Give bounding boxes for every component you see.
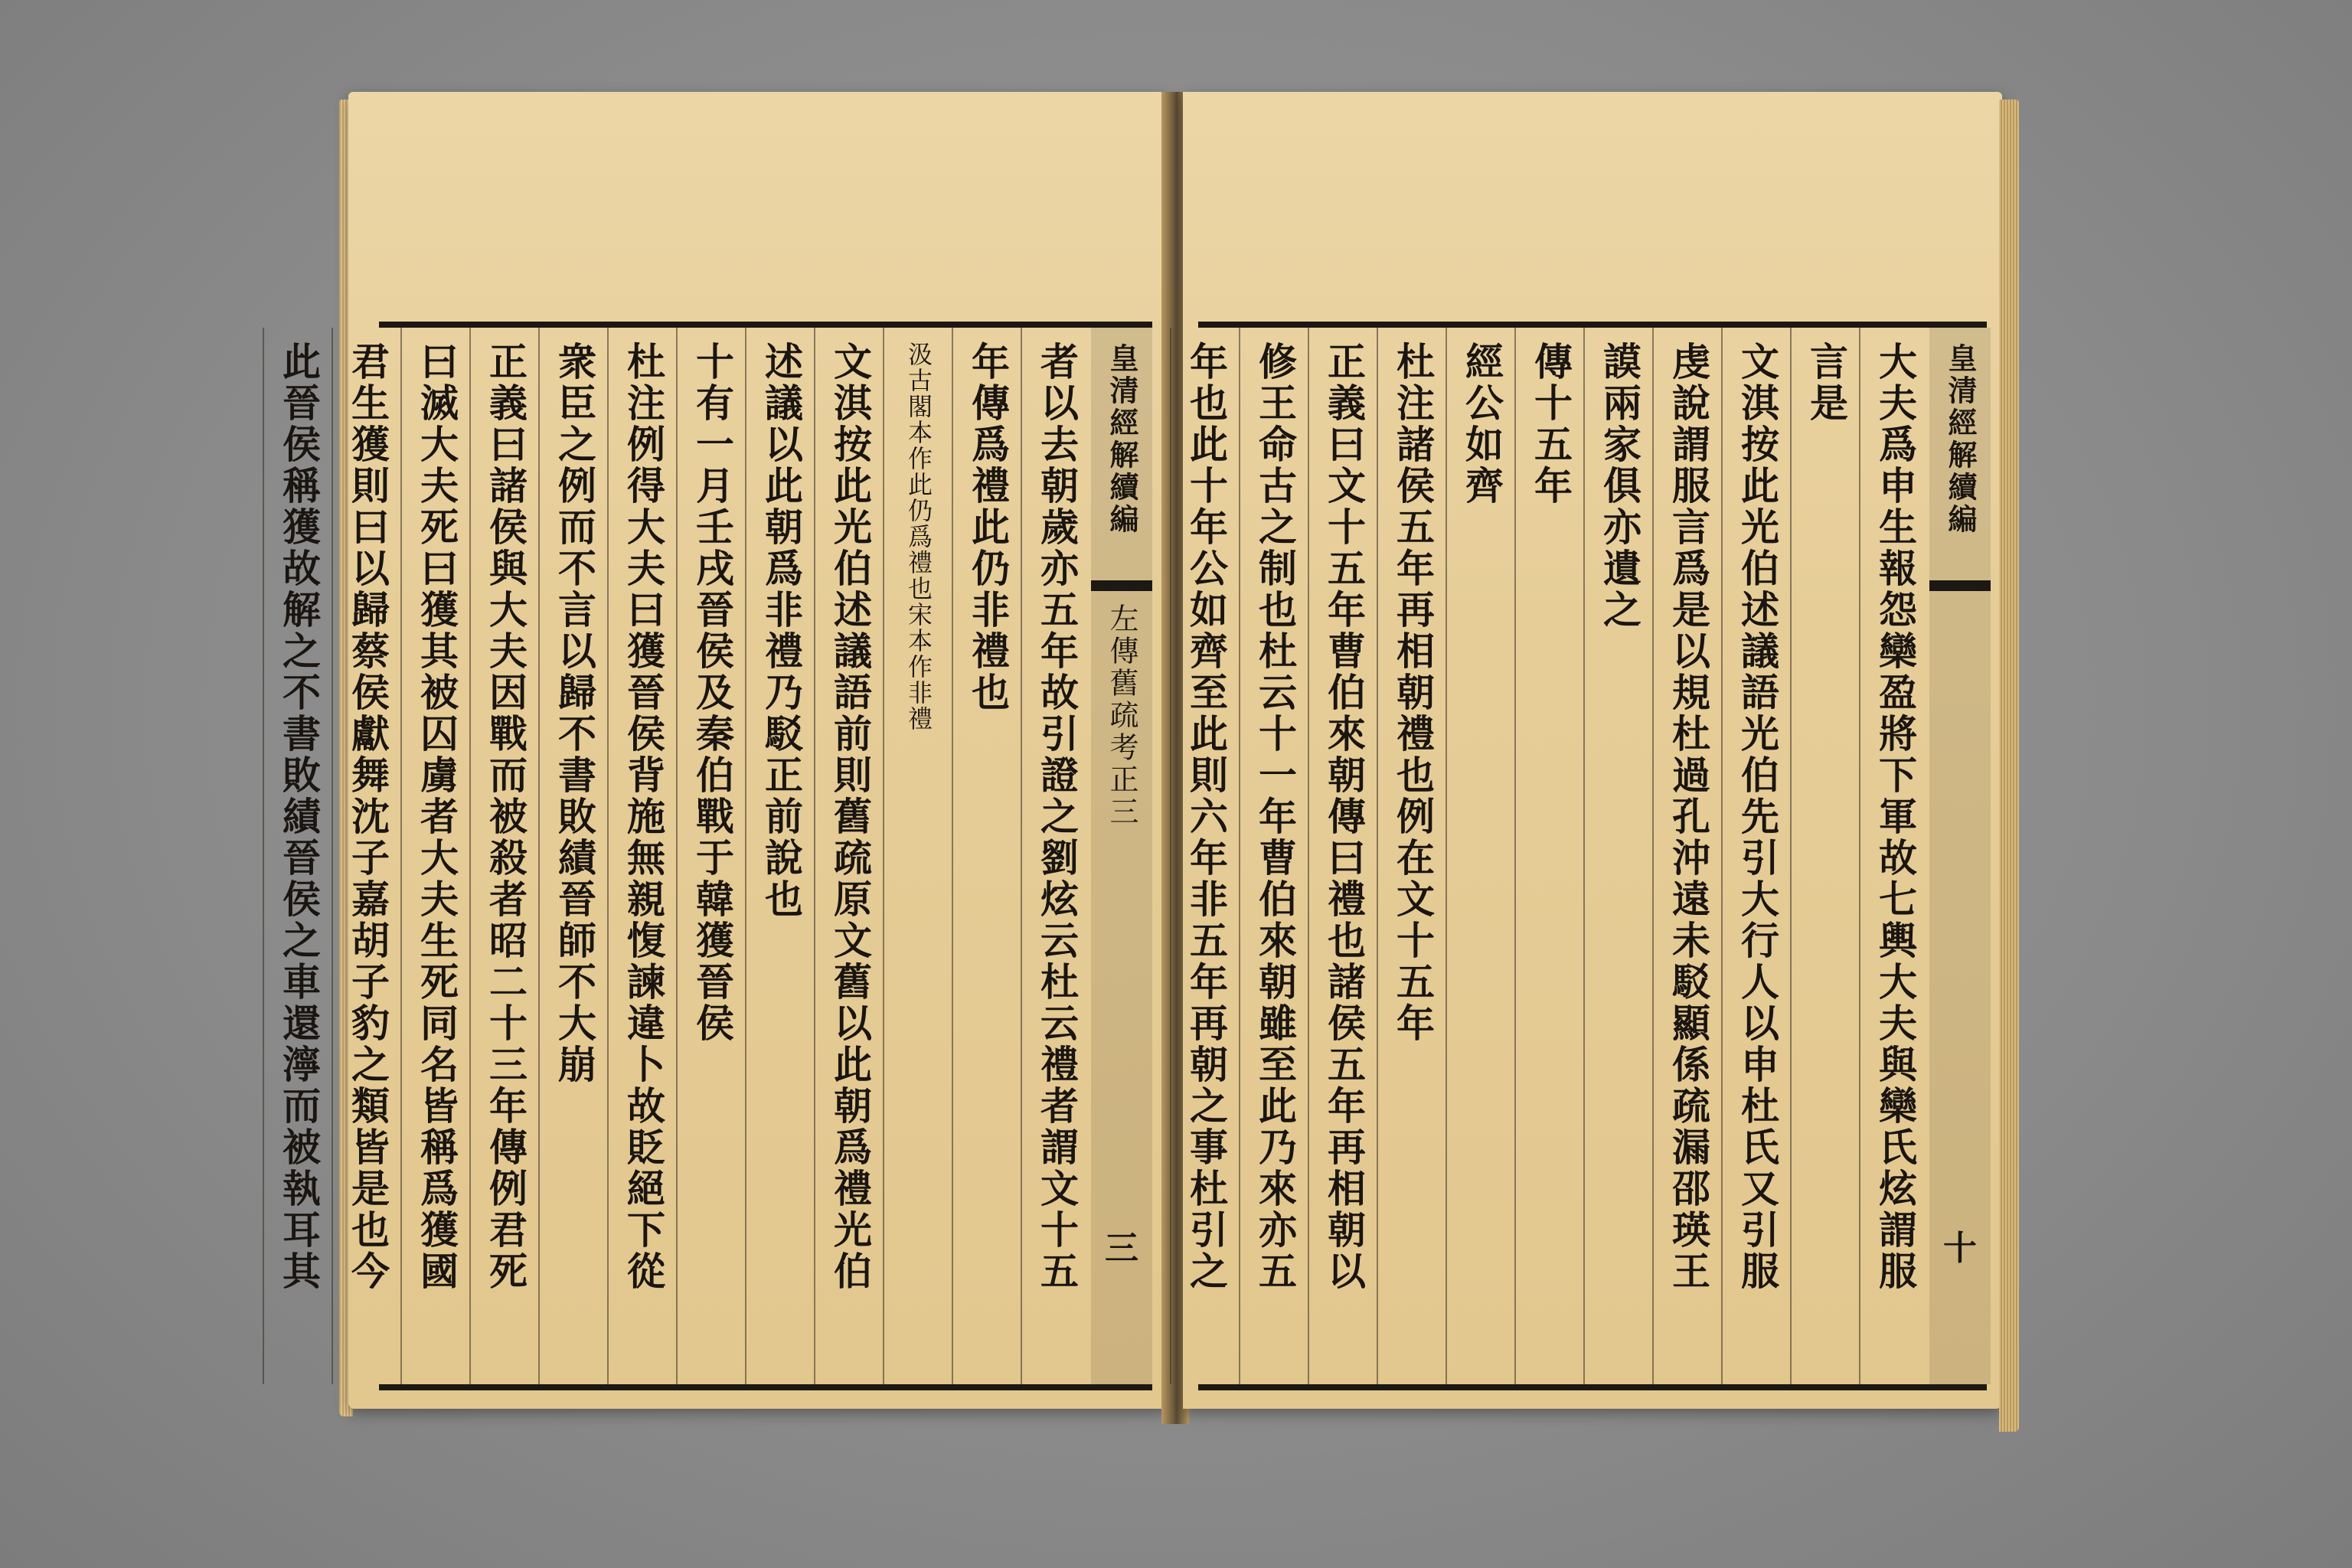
right-text-column: 經公如齊 bbox=[1459, 341, 1504, 507]
left-column-rule bbox=[263, 328, 264, 1384]
right-page bbox=[1183, 92, 2002, 1409]
open-book bbox=[276, 92, 2017, 1516]
right-fishtail-mark bbox=[1929, 580, 1991, 591]
left-text-frame bbox=[276, 322, 1152, 1390]
right-text-column: 正義曰文十五年曹伯來朝傳曰禮也諸侯五年再相朝以 bbox=[1321, 341, 1367, 1292]
right-banxin-title: 皇清經解續編 bbox=[1943, 343, 1978, 536]
right-page-edges bbox=[1999, 100, 2019, 1432]
right-text-column: 傳十五年 bbox=[1528, 341, 1573, 507]
left-text-column: 年傳爲禮此仍非禮也 bbox=[965, 341, 1011, 714]
left-page bbox=[276, 92, 1168, 1409]
right-text-column: 大夫爲申生報怨欒盈將下軍故七輿大夫與欒氏炫謂服 bbox=[1873, 341, 1918, 1292]
left-text-column: 君生獲則曰以歸蔡侯獻舞沈子嘉胡子豹之類皆是也今 bbox=[345, 341, 390, 1292]
right-banxin bbox=[1929, 328, 1991, 1384]
left-text-column: 述議以此朝爲非禮乃駁正前說也 bbox=[759, 341, 804, 920]
right-text-column: 文淇按此光伯述議語光伯先引大行人以申杜氏又引服 bbox=[1735, 341, 1780, 1292]
left-text-column: 杜注例得大夫曰獲晉侯背施無親愎諫違卜故貶絕下從 bbox=[621, 341, 666, 1292]
left-text-column: 曰滅大夫死曰獲其被囚虜者大夫生死同名皆稱爲獲國 bbox=[414, 341, 459, 1292]
right-text-column: 言是 bbox=[1804, 341, 1849, 424]
right-text-column: 杜注諸侯五年再相朝禮也例在文十五年 bbox=[1390, 341, 1436, 1044]
left-text-column: 十有一月壬戌晉侯及秦伯戰于韓獲晉侯 bbox=[690, 341, 735, 1044]
left-text-column: 衆臣之例而不言以歸不書敗績晉師不大崩 bbox=[552, 341, 597, 1086]
left-banxin-title: 皇清經解續編 bbox=[1105, 343, 1139, 536]
left-text-column: 汲古閣本作此仍爲禮也宋本作非禮 bbox=[904, 341, 933, 732]
left-banxin-subtitle: 左傳舊疏考正三 bbox=[1105, 603, 1138, 828]
right-text-column: 修王命古之制也杜云十一年曹伯來朝雖至此乃來亦五 bbox=[1253, 341, 1298, 1292]
left-text-column: 此晉侯稱獲故解之不書敗績晉侯之車還濘而被執耳其 bbox=[276, 341, 322, 1292]
left-banxin bbox=[1091, 328, 1152, 1384]
right-column-rule bbox=[1170, 328, 1171, 1384]
left-text-column: 文淇按此光伯述議語前則舊疏原文舊以此朝爲禮光伯 bbox=[828, 341, 873, 1292]
left-text-column: 正義曰諸侯與大夫因戰而被殺者昭二十三年傳例君死 bbox=[483, 341, 528, 1292]
right-text-column: 年也此十年公如齊至此則六年非五年再朝之事杜引之 bbox=[1184, 341, 1229, 1292]
left-text-column: 者以去朝歲亦五年故引證之劉炫云杜云禮者謂文十五 bbox=[1034, 341, 1080, 1292]
left-folio: 三 bbox=[1105, 1229, 1138, 1268]
right-text-frame bbox=[1184, 322, 1987, 1390]
right-text-column: 虔說謂服言爲是以規杜過孔沖遠未駁顯係疏漏邵瑛王 bbox=[1666, 341, 1711, 1292]
right-text-column: 謨兩家俱亦遺之 bbox=[1597, 341, 1642, 631]
right-folio: 十 bbox=[1943, 1229, 1977, 1268]
left-fishtail-mark bbox=[1091, 580, 1152, 591]
